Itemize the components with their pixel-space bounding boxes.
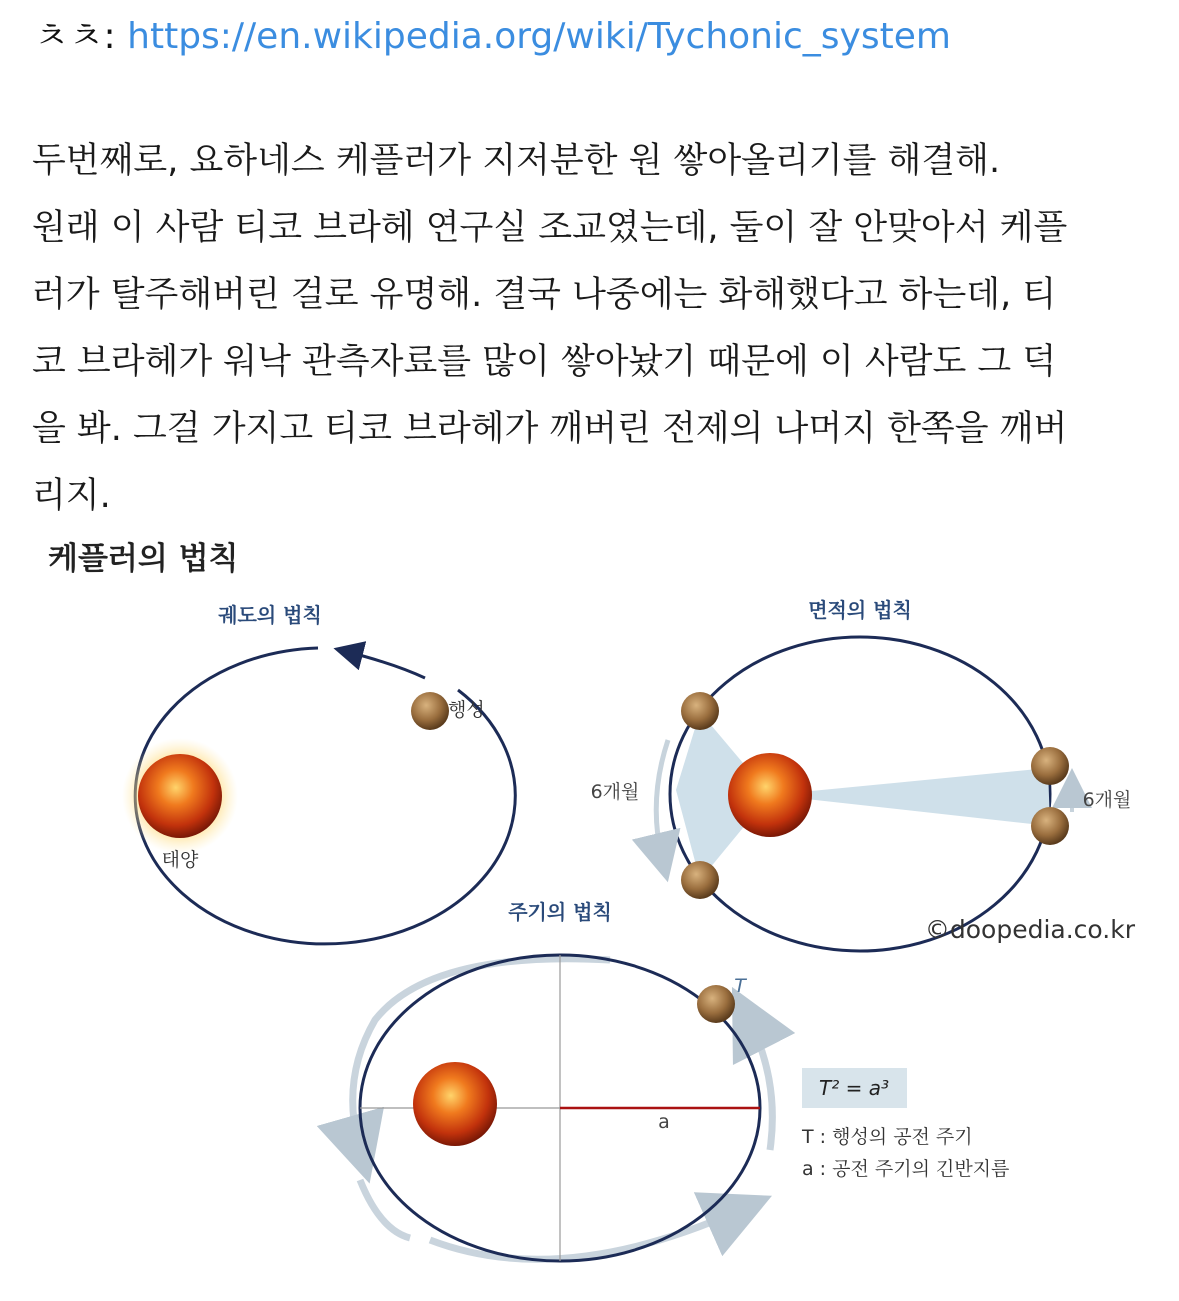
- period-arrow-left: [656, 740, 668, 858]
- paragraph-line: 리지.: [32, 476, 111, 516]
- direction-arrow: [348, 652, 425, 678]
- swept-area-right: [770, 768, 1050, 826]
- area-law-panel: [591, 598, 1136, 951]
- planet-icon: [1031, 747, 1069, 785]
- period-label-right: 6개월: [1082, 789, 1132, 811]
- paragraph-line: 코 브라헤가 워낙 관측자료를 많이 쌓아놨기 때문에 이 사람도 그 덕: [32, 342, 1057, 382]
- semi-major-label: a: [658, 1111, 670, 1133]
- orbit-law-title: 궤도의 법칙: [218, 603, 322, 627]
- figure-title: 케플러의 법칙: [48, 541, 239, 577]
- credit-text: ©doopedia.co.kr: [924, 915, 1135, 944]
- source-link[interactable]: https://en.wikipedia.org/wiki/Tychonic_system: [127, 16, 951, 57]
- sun-icon: [413, 1062, 497, 1146]
- legend-t: T : 행성의 공전 주기: [802, 1126, 973, 1148]
- paragraph-line: 원래 이 사람 티코 브라헤 연구실 조교였는데, 둘이 잘 안맞아서 케플: [32, 208, 1068, 248]
- sun-icon: [138, 754, 222, 838]
- planet-icon: [411, 692, 449, 730]
- planet-icon: [681, 692, 719, 730]
- period-arrow-right: [748, 1018, 772, 1150]
- area-law-title: 면적의 법칙: [808, 598, 912, 622]
- sun-icon: [728, 753, 812, 837]
- paragraph-line: 러가 탈주해버린 걸로 유명해. 결국 나중에는 화해했다고 하는데, 티: [32, 275, 1057, 315]
- planet-icon: [1031, 807, 1069, 845]
- paragraph-line: 을 봐. 그걸 가지고 티코 브라헤가 깨버린 전제의 나머지 한쪽을 깨버: [32, 409, 1068, 449]
- period-law-panel: [353, 900, 1010, 1261]
- paragraph-line: 두번째로, 요하네스 케플러가 지저분한 원 쌓아올리기를 해결해.: [32, 141, 1001, 181]
- source-label: ㅊㅊ:: [34, 16, 116, 57]
- planet-icon: [681, 861, 719, 899]
- planet-label: 행성: [448, 699, 485, 721]
- formula-text: T² = a³: [819, 1076, 889, 1100]
- sun-label: 태양: [161, 849, 199, 871]
- period-label-left: 6개월: [590, 781, 640, 803]
- period-t-label: T: [734, 975, 746, 997]
- period-arrow-left-bottom: [360, 1180, 410, 1238]
- planet-icon: [697, 985, 735, 1023]
- period-arrow-bottom: [430, 1210, 740, 1259]
- legend-a: a : 공전 주기의 긴반지름: [802, 1158, 1010, 1180]
- orbit-law-panel: [122, 603, 515, 944]
- period-law-title: 주기의 법칙: [508, 900, 612, 924]
